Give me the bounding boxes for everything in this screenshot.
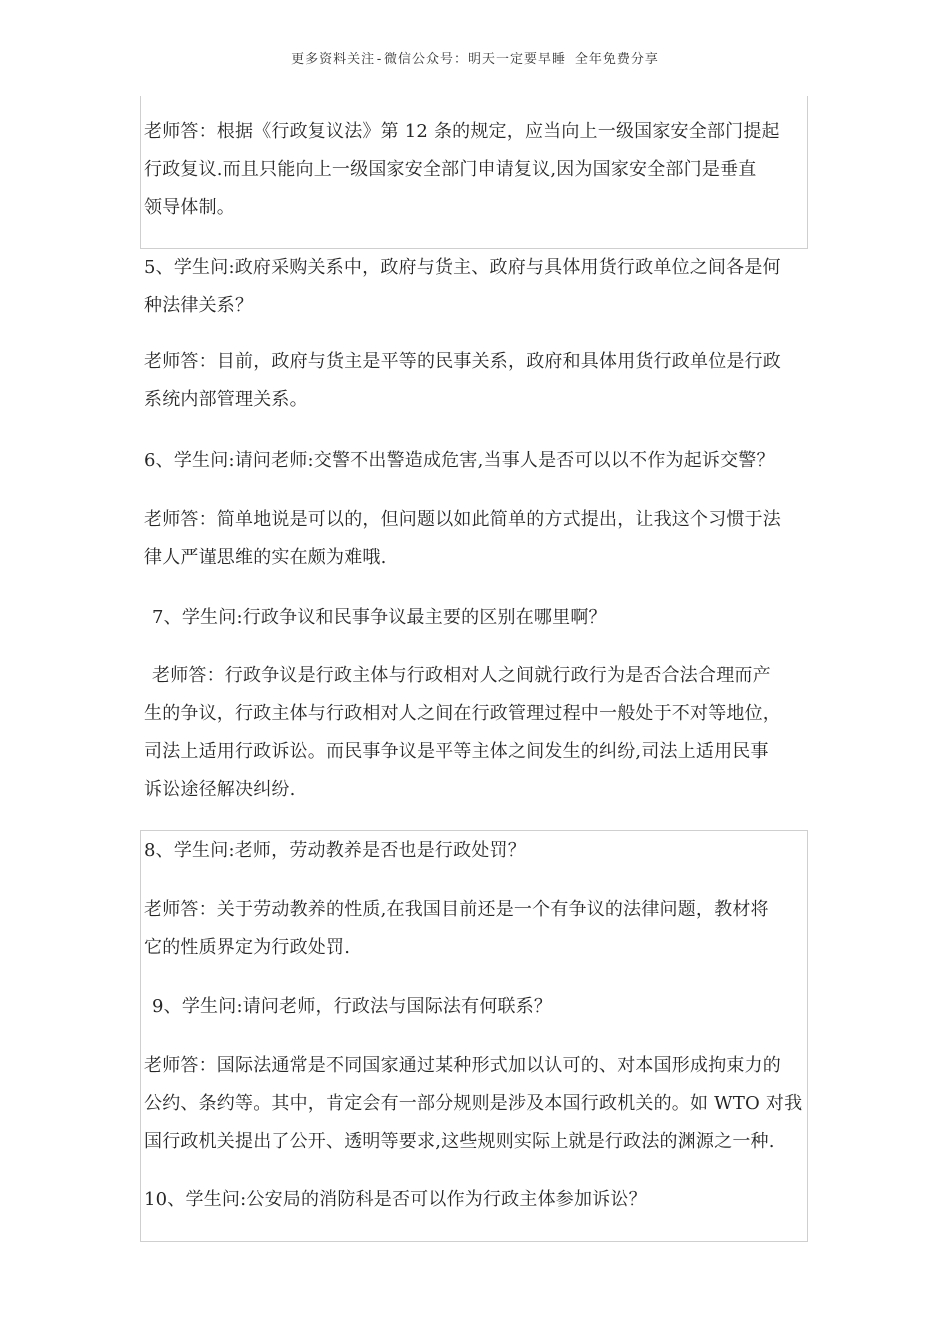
text-line: 种法律关系？: [144, 295, 254, 316]
text-line: 老师答：国际法通常是不同国家通过某种形式加以认可的、对本国形成拘束力的: [144, 1055, 781, 1076]
text-line: 律人严谨思维的实在颇为难哦.: [144, 547, 387, 568]
text-line: 老师答：行政争议是行政主体与行政相对人之间就行政行为是否合法合理而产: [152, 665, 771, 686]
text-line: 老师答：关于劳动教养的性质,在我国目前还是一个有争议的法律问题，教材将: [144, 899, 769, 920]
text-line: 5、学生问:政府采购关系中，政府与货主、政府与具体用货行政单位之间各是何: [144, 257, 781, 278]
text-line: 司法上适用行政诉讼。而民事争议是平等主体之间发生的纠纷,司法上适用民事: [144, 741, 769, 762]
answer-paragraph: [152, 657, 820, 695]
text-line: 8、学生问:老师，劳动教养是否也是行政处罚？: [144, 840, 526, 861]
text-line: 公约、条约等。其中，肯定会有一部分规则是涉及本国行政机关的。如 WTO 对我: [144, 1093, 803, 1114]
question-paragraph: [152, 988, 820, 1026]
question-paragraph: [144, 442, 812, 480]
text-line: 行政复议.而且只能向上一级国家安全部门申请复议,因为国家安全部门是垂直: [144, 159, 757, 180]
text-line: 老师答：根据《行政复议法》第 12 条的规定，应当向上一级国家安全部门提起: [144, 121, 780, 142]
page-header: 更多资料关注-微信公众号：明天一定要早睡 全年免费分享: [291, 52, 659, 67]
text-line: 老师答：目前，政府与货主是平等的民事关系，政府和具体用货行政单位是行政: [144, 351, 781, 372]
question-paragraph: [144, 832, 812, 870]
text-line: 7、学生问:行政争议和民事争议最主要的区别在哪里啊？: [152, 607, 607, 628]
text-line: 它的性质界定为行政处罚.: [144, 937, 351, 958]
text-line: 6、学生问:请问老师:交警不出警造成危害,当事人是否可以以不作为起诉交警？: [144, 450, 775, 471]
answer-paragraph: [144, 891, 812, 967]
answer-paragraph: [144, 113, 812, 227]
text-line: 领导体制。: [144, 197, 235, 218]
answer-paragraph-cont: [144, 695, 812, 809]
text-line: 国行政机关提出了公开、透明等要求,这些规则实际上就是行政法的渊源之一种.: [144, 1131, 775, 1152]
text-line: 老师答：简单地说是可以的，但问题以如此简单的方式提出，让我这个习惯于法: [144, 509, 781, 530]
text-line: 系统内部管理关系。: [144, 389, 308, 410]
text-line: 9、学生问:请问老师，行政法与国际法有何联系？: [152, 996, 553, 1017]
text-line: 10、学生问:公安局的消防科是否可以作为行政主体参加诉讼？: [144, 1189, 647, 1210]
question-paragraph: [152, 599, 820, 637]
answer-paragraph: [144, 501, 812, 577]
question-paragraph: [144, 1181, 812, 1219]
question-paragraph: [144, 249, 812, 325]
answer-paragraph: [144, 1047, 812, 1161]
text-line: 诉讼途径解决纠纷.: [144, 779, 296, 800]
text-line: 生的争议，行政主体与行政相对人之间在行政管理过程中一般处于不对等地位，: [144, 703, 781, 724]
answer-paragraph: [144, 343, 812, 419]
